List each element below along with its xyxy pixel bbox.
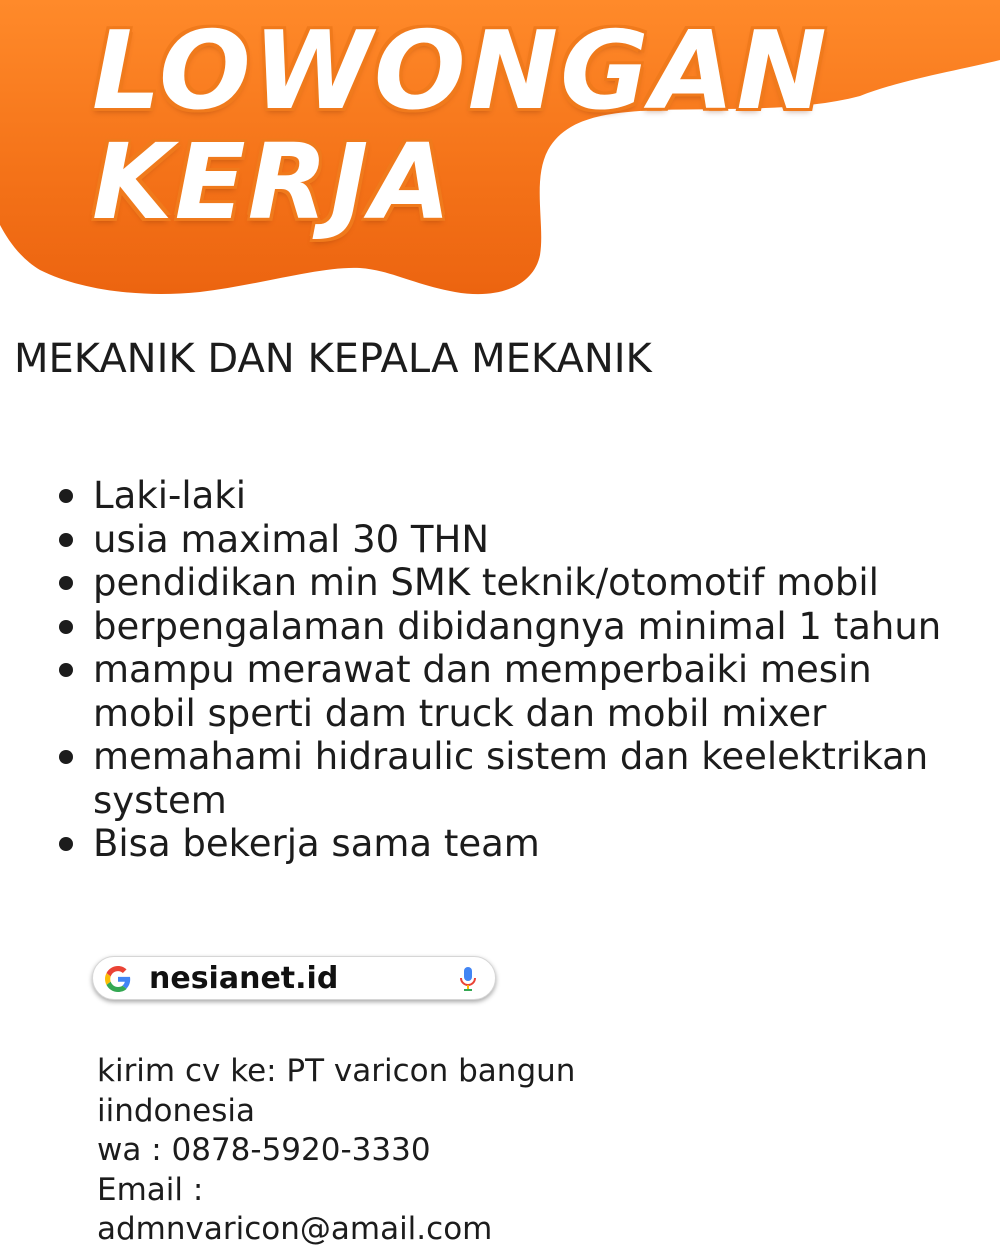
contact-email: admnvaricon@amail.com bbox=[97, 1211, 493, 1247]
contact-send-cv: kirim cv ke: PT varicon bangun bbox=[97, 1053, 576, 1089]
microphone-icon[interactable] bbox=[459, 966, 477, 992]
contact-email-label: Email : bbox=[97, 1171, 204, 1208]
requirement-text: berpengalaman dibidangnya minimal 1 tahun bbox=[93, 604, 942, 648]
requirement-item bbox=[55, 474, 985, 518]
requirement-text: Laki-laki bbox=[93, 474, 247, 517]
bullet-icon bbox=[59, 533, 73, 547]
search-query-text: nesianet.id bbox=[149, 961, 339, 996]
requirement-item bbox=[55, 561, 985, 605]
bullet-icon bbox=[59, 750, 73, 764]
contact-info bbox=[97, 1052, 797, 1250]
search-bar[interactable] bbox=[92, 956, 496, 1000]
requirement-item bbox=[55, 648, 985, 735]
bullet-icon bbox=[59, 837, 73, 851]
google-icon bbox=[105, 966, 131, 992]
requirements-list bbox=[55, 474, 985, 866]
contact-company-cont: iindonesia bbox=[97, 1092, 255, 1129]
requirement-item bbox=[55, 518, 985, 562]
requirement-text: Bisa bekerja sama team bbox=[93, 822, 540, 865]
requirement-text: memahami hidraulic sistem dan keelektrikan system bbox=[93, 735, 929, 822]
bullet-icon bbox=[59, 663, 73, 677]
requirement-item bbox=[55, 605, 985, 649]
requirement-text: pendidikan min SMK teknik/otomotif mobil bbox=[93, 561, 879, 604]
headline-kerja: KERJA bbox=[92, 121, 453, 243]
bullet-icon bbox=[59, 489, 73, 503]
contact-whatsapp: wa : 0878-5920-3330 bbox=[97, 1132, 431, 1168]
requirement-text: mampu merawat dan memperbaiki mesin mobil sperti dam truck dan mobil mixer bbox=[93, 648, 872, 735]
headline-lowongan: LOWONGAN bbox=[92, 9, 829, 134]
requirement-item bbox=[55, 735, 985, 822]
job-title: MEKANIK DAN KEPALA MEKANIK bbox=[14, 336, 652, 382]
bullet-icon bbox=[59, 576, 73, 590]
requirement-text: usia maximal 30 THN bbox=[93, 517, 490, 561]
bullet-icon bbox=[59, 620, 73, 634]
requirement-item bbox=[55, 822, 985, 866]
